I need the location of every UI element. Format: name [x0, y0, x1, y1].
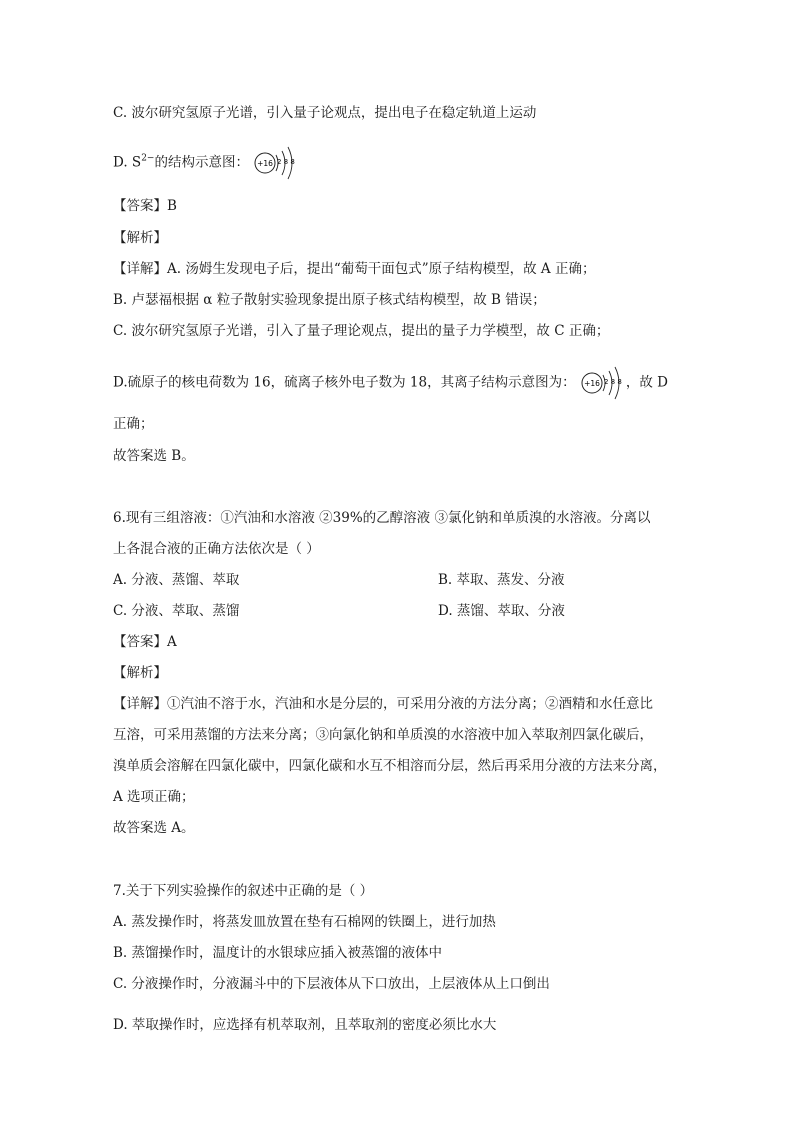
q7-option-c: C. 分液操作时，分液漏斗中的下层液体从下口放出，上层液体从上口倒出: [113, 976, 550, 992]
q5-analysis-heading: 【解析】: [113, 230, 167, 246]
q6-detail-line-2: 互溶，可采用蒸馏的方法来分离；③向氯化钠和单质溴的水溶液中加入萃取剂四氯化碳后，: [113, 727, 653, 743]
q7-option-b: B. 蒸馏操作时，温度计的水银球应插入被蒸馏的液体中: [113, 945, 443, 961]
q5-detail-d: [113, 366, 668, 400]
q7-stem: 7.关于下列实验操作的叙述中正确的是（ ）: [113, 883, 374, 899]
q5-answer: 【答案】B: [113, 198, 177, 214]
q6-answer: 【答案】A: [113, 634, 177, 650]
q6-option-c: C. 分液、萃取、蒸馏: [113, 603, 240, 619]
q6-detail-line-1: 【详解】①汽油不溶于水，汽油和水是分层的，可采用分液的方法分离；②酒精和水任意比: [113, 696, 653, 712]
q7-option-a: A. 蒸发操作时，将蒸发皿放置在垫有石棉网的铁圈上，进行加热: [113, 914, 496, 930]
q7-option-d: D. 萃取操作时，应选择有机萃取剂，且萃取剂的密度必须比水大: [113, 1017, 497, 1033]
q5-detail-d-suffix: ，故 D: [625, 374, 668, 391]
q5-option-d-suffix: 的结构示意图：: [154, 154, 249, 171]
q6-stem-line-1: 6.现有三组溶液：①汽油和水溶液 ②39%的乙醇溶液 ③氯化钠和单质溴的水溶液。分离以: [113, 510, 651, 526]
q5-detail-d-prefix: D.硫原子的核电荷数为 16，硫离子核外电子数为 18，其离子结构示意图为：: [113, 374, 576, 391]
nucleus-label-2: +16: [583, 379, 600, 388]
q5-conclusion: 故答案选 B。: [113, 448, 195, 464]
q5-detail-d-cont: 正确；: [113, 416, 154, 432]
q5-option-d: [113, 146, 299, 180]
q5-option-c: C. 波尔研究氢原子光谱，引入量子论观点，提出电子在稳定轨道上运动: [113, 105, 537, 121]
q6-option-b: B. 萃取、蒸发、分液: [438, 572, 565, 588]
q5-detail-b: B. 卢瑟福根据 α 粒子散射实验现象提出原子核式结构模型，故 B 错误；: [113, 292, 546, 308]
q6-option-a: A. 分液、蒸馏、萃取: [113, 572, 240, 588]
q6-detail-line-4: A 选项正确；: [113, 789, 195, 805]
sulfide-charge: 2−: [141, 153, 155, 164]
q5-detail-a: 【详解】A. 汤姆生发现电子后，提出“葡萄干面包式”原子结构模型，故 A 正确；: [113, 261, 596, 277]
shell-electrons: 2 8 8: [277, 158, 296, 166]
q6-conclusion: 故答案选 A。: [113, 820, 195, 836]
shell-electrons-2: 2 8 8: [603, 378, 622, 386]
sulfide-ion-structure-diagram-2: [580, 366, 626, 400]
q5-option-d-prefix: D. S: [113, 154, 142, 171]
q6-stem-line-2: 上各混合液的正确方法依次是（ ）: [113, 541, 320, 557]
q6-detail-line-3: 溴单质会溶解在四氯化碳中，四氯化碳和水互不相溶而分层，然后再采用分液的方法来分离，: [113, 758, 667, 774]
nucleus-label: +16: [257, 159, 274, 168]
q6-option-d: D. 蒸馏、萃取、分液: [438, 603, 565, 619]
q5-detail-c: C. 波尔研究氢原子光谱，引入了量子理论观点，提出的量子力学模型，故 C 正确；: [113, 323, 610, 339]
sulfide-ion-structure-diagram: [253, 146, 299, 180]
q6-analysis-heading: 【解析】: [113, 665, 167, 681]
